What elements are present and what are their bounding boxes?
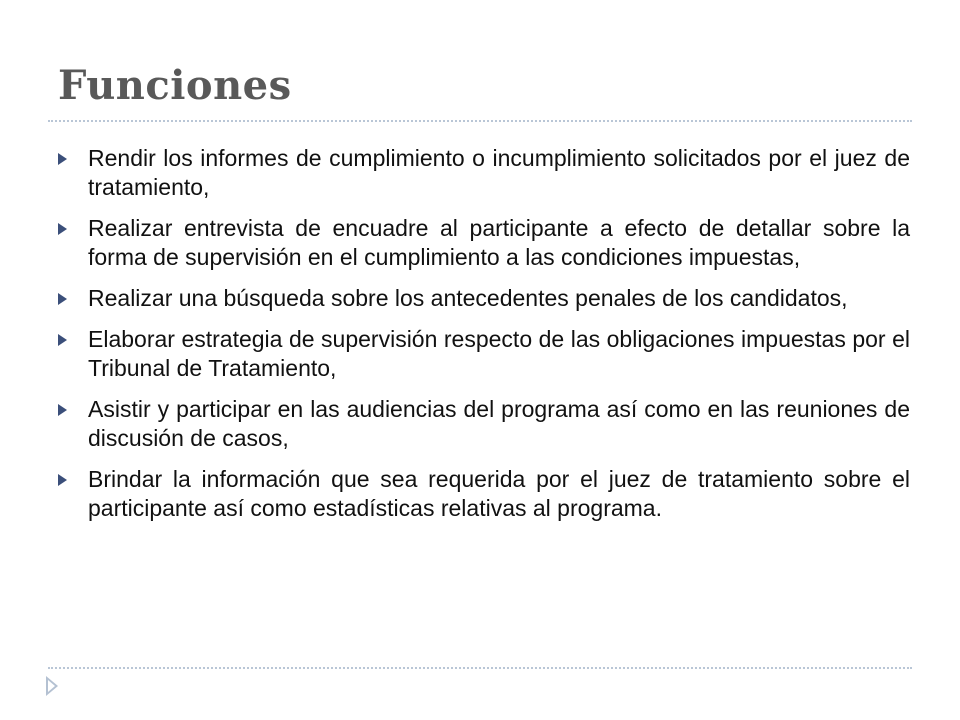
bullet-text: Brindar la información que sea requerida por el juez de tratamiento sobre el participante así como estadísticas relativas al programa. xyxy=(88,466,910,521)
slide-title: Funciones xyxy=(58,62,292,109)
bullet-item xyxy=(52,284,910,313)
triangle-right-icon xyxy=(58,334,67,346)
bullet-item xyxy=(52,325,910,383)
bullet-item xyxy=(52,395,910,453)
bullet-text: Asistir y participar en las audiencias del programa así como en las reuniones de discusión de casos, xyxy=(88,396,910,451)
bullet-text: Elaborar estrategia de supervisión respecto de las obligaciones impuestas por el Tribunal de Tratamiento, xyxy=(88,326,910,381)
bullet-item xyxy=(52,465,910,523)
triangle-right-icon xyxy=(58,153,67,165)
bullet-text: Rendir los informes de cumplimiento o incumplimiento solicitados por el juez de tratamiento, xyxy=(88,145,910,200)
bullet-text: Realizar entrevista de encuadre al participante a efecto de detallar sobre la forma de supervisión en el cumplimiento a las condiciones impuestas, xyxy=(88,215,910,270)
bullet-item xyxy=(52,214,910,272)
footer-divider xyxy=(48,667,912,669)
bullet-list xyxy=(52,144,910,535)
triangle-right-icon xyxy=(58,223,67,235)
triangle-right-icon xyxy=(58,404,67,416)
bullet-item xyxy=(52,144,910,202)
bullet-text: Realizar una búsqueda sobre los antecedentes penales de los candidatos, xyxy=(88,285,848,311)
triangle-right-icon xyxy=(58,293,67,305)
triangle-right-icon xyxy=(58,474,67,486)
triangle-right-outline-icon xyxy=(46,676,58,696)
title-divider xyxy=(48,120,912,122)
